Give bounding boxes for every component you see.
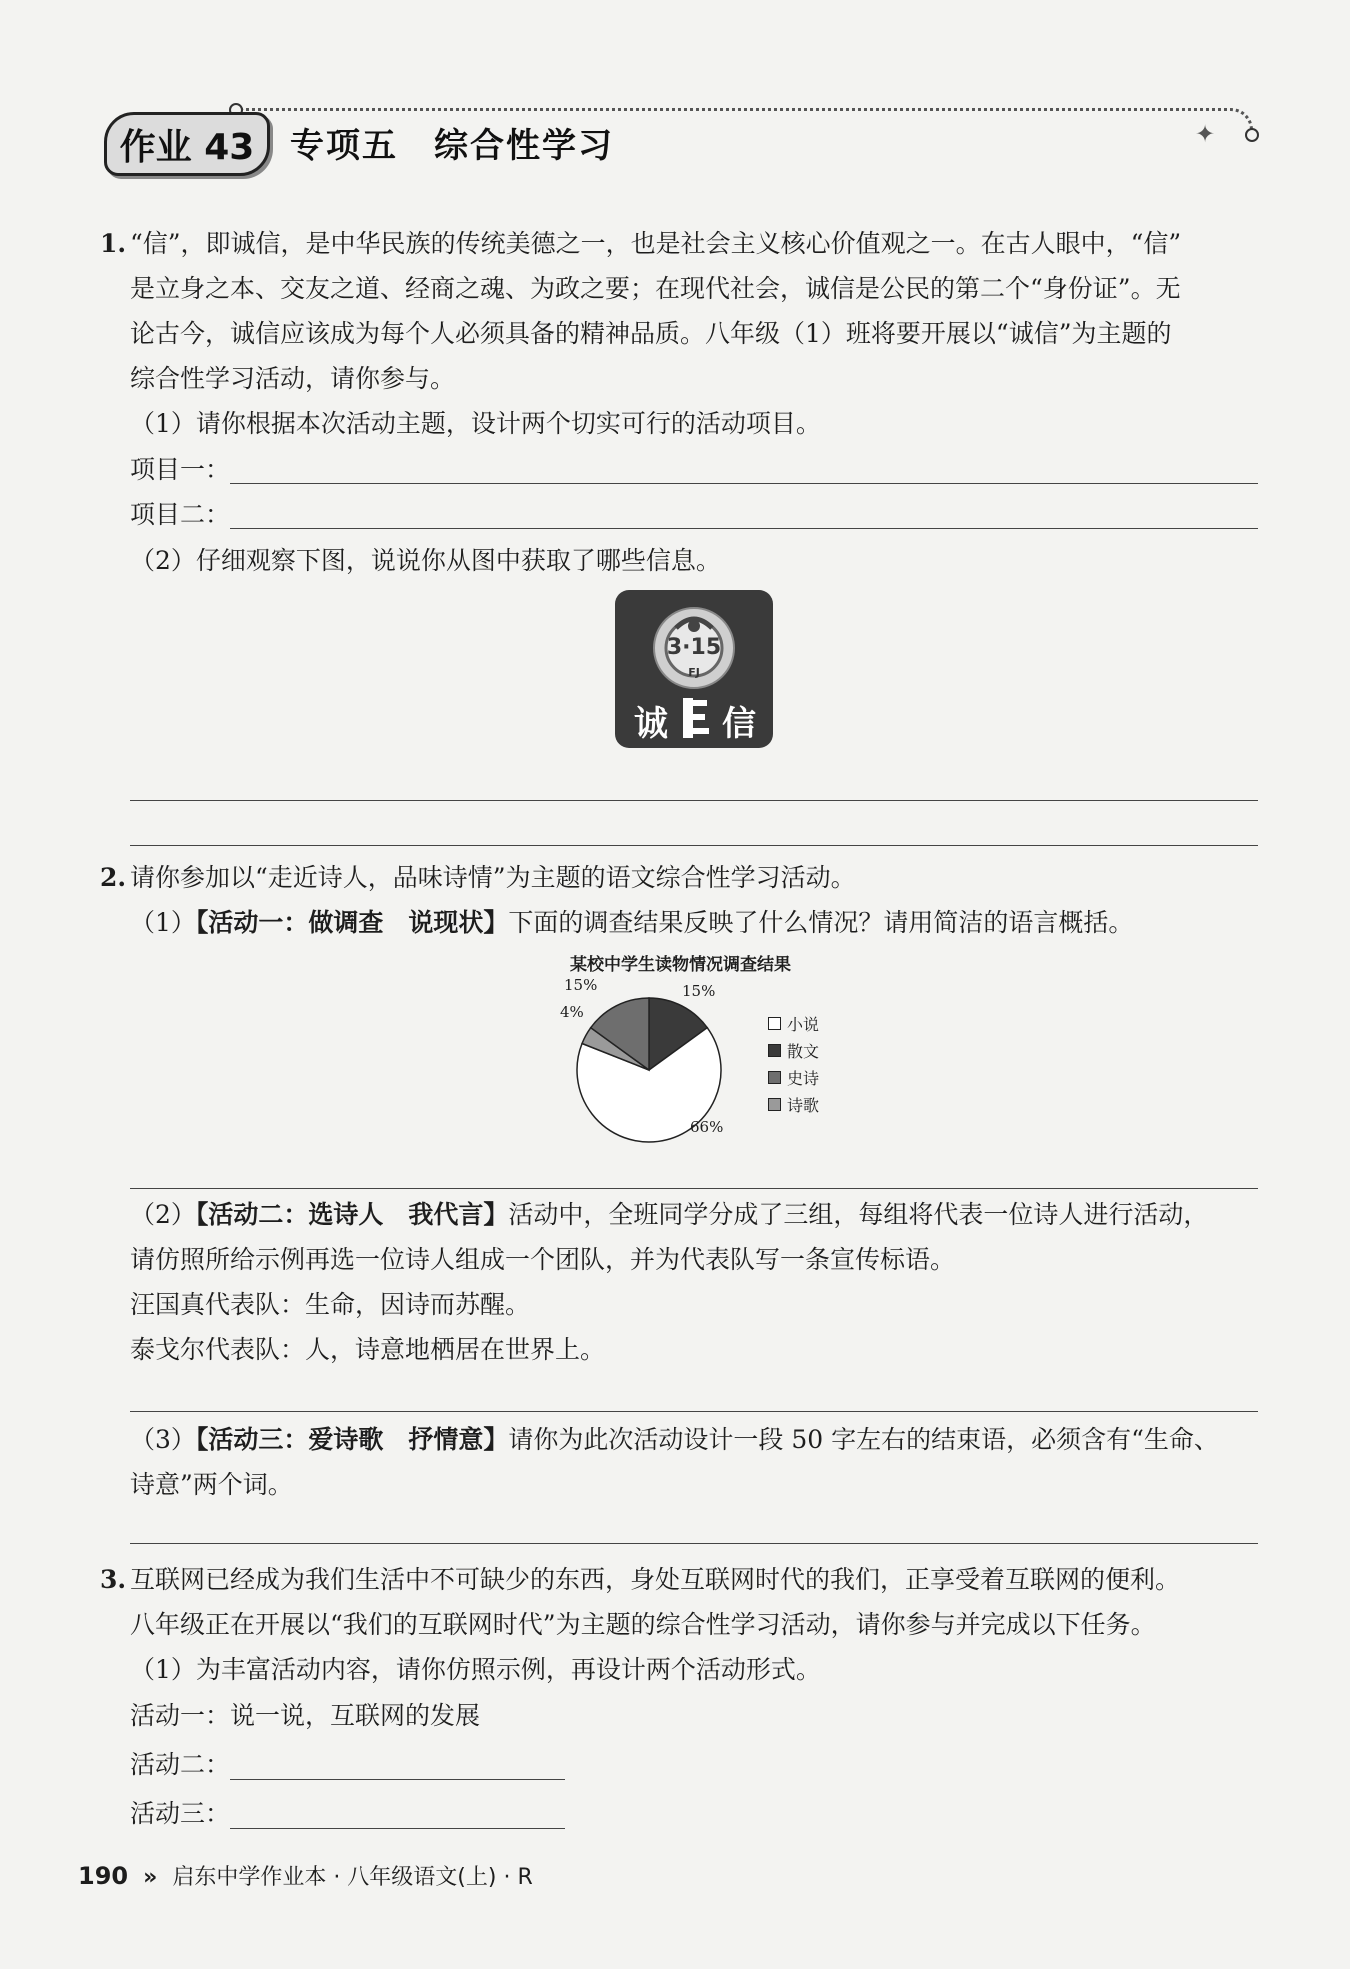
q2-example-2: 泰戈尔代表队：人，诗意地栖居在世界上。	[130, 1335, 606, 1364]
logo-315-text: 3·15	[666, 635, 722, 660]
pie-label-shijshi: 15%	[564, 976, 598, 994]
q3-activity-3-label: 活动三：	[130, 1799, 231, 1828]
pie-label-xiaoshuo: 66%	[690, 1118, 724, 1136]
q1-item2-answer-line[interactable]	[230, 528, 1258, 529]
q1-item1-answer-line[interactable]	[230, 483, 1258, 484]
q2-sub2-heading: 【活动二：选诗人 我代言】	[195, 1200, 509, 1229]
legend-label: 史诗	[787, 1069, 820, 1088]
q1-item1-label: 项目一：	[130, 455, 231, 484]
q3-activity-2-answer-line[interactable]	[230, 1779, 565, 1780]
q2-sub2-text: 活动中，全班同学分成了三组，每组将代表一位诗人进行活动，	[508, 1200, 1209, 1229]
homework-badge: 作业 43	[104, 112, 270, 176]
legend-swatch	[768, 1044, 781, 1057]
pie-label-sanwen: 15%	[682, 982, 716, 1000]
footer-book-title: 启东中学作业本 · 八年级语文(上) · R	[172, 1865, 533, 1890]
q1-answer-line-2[interactable]	[130, 845, 1258, 846]
header-ring-right	[1245, 128, 1259, 142]
chart-title: 某校中学生读物情况调查结果	[570, 955, 791, 975]
q2-example-1: 汪国真代表队：生命，因诗而苏醒。	[130, 1290, 531, 1319]
q2-sub3-text: 请你为此次活动设计一段 50 字左右的结束语，必须含有“生命、	[508, 1425, 1219, 1454]
legend-item-shige	[768, 1093, 819, 1116]
q1-answer-line-1[interactable]	[130, 800, 1258, 801]
integrity-logo-graphic	[615, 590, 773, 748]
sparkle-icon: ✦	[1195, 120, 1216, 148]
q3-activity-2-label: 活动二：	[130, 1750, 231, 1779]
q1-item2-label: 项目二：	[130, 500, 231, 529]
q2-sub3-prefix: （3）	[130, 1425, 196, 1454]
q2-sub1-text: 下面的调查结果反映了什么情况？请用简洁的语言概括。	[508, 908, 1134, 937]
q1-number: 1.	[100, 229, 127, 258]
logo-fj-text: FJ	[688, 666, 700, 679]
legend-swatch	[768, 1098, 781, 1111]
page-title: 专项五 综合性学习	[290, 126, 614, 166]
page-number: 190	[78, 1862, 129, 1890]
q1-line-4: 综合性学习活动，请你参与。	[130, 364, 456, 393]
legend-item-sanwen	[768, 1039, 819, 1062]
q2-sub2-prefix: （2）	[130, 1200, 196, 1229]
legend-item-shishi	[768, 1066, 819, 1089]
q2-intro: 请你参加以“走近诗人，品味诗情”为主题的语文综合性学习活动。	[130, 863, 856, 892]
pie-label-shige: 4%	[560, 1003, 584, 1021]
q2-sub3-line-1	[130, 1425, 1219, 1455]
q1-line-3: 论古今，诚信应该成为每个人必须具备的精神品质。八年级（1）班将要开展以“诚信”为主题的	[130, 319, 1172, 348]
q2-sub1	[130, 908, 1133, 938]
q2-number: 2.	[100, 863, 127, 892]
q2-sub1-heading: 【活动一：做调查 说现状】	[195, 908, 509, 937]
q1-line-1: “信”，即诚信，是中华民族的传统美德之一，也是社会主义核心价值观之一。在古人眼中，“信”	[130, 229, 1182, 258]
q2-sub2-answer-line[interactable]	[130, 1411, 1258, 1412]
q2-sub3-heading: 【活动三：爱诗歌 抒情意】	[195, 1425, 509, 1454]
q3-sub1: （1）为丰富活动内容，请你仿照示例，再设计两个活动形式。	[130, 1655, 821, 1684]
q1-sub2: （2）仔细观察下图，说说你从图中获取了哪些信息。	[130, 546, 721, 575]
q2-sub3-line-2: 诗意”两个词。	[130, 1470, 293, 1499]
q2-sub3-answer-line[interactable]	[130, 1543, 1258, 1544]
page-footer	[78, 1860, 533, 1891]
q3-line-2: 八年级正在开展以“我们的互联网时代”为主题的综合性学习活动，请你参与并完成以下任务。	[130, 1610, 1156, 1639]
chevron-right-icon: »	[143, 1865, 158, 1890]
legend-label: 散文	[787, 1042, 820, 1061]
q3-number: 3.	[100, 1565, 127, 1594]
q1-line-2: 是立身之本、交友之道、经商之魂、为政之要；在现代社会，诚信是公民的第二个“身份证”。无	[130, 274, 1181, 303]
integrity-315-logo	[615, 590, 773, 748]
logo-word-left: 诚	[634, 704, 668, 744]
q1-sub1: （1）请你根据本次活动主题，设计两个切实可行的活动项目。	[130, 409, 821, 438]
q2-sub2-line-2: 请仿照所给示例再选一位诗人组成一个团队，并为代表队写一条宣传标语。	[130, 1245, 956, 1274]
legend-swatch	[768, 1017, 781, 1030]
logo-word-right: 信	[722, 704, 756, 744]
legend-label: 诗歌	[787, 1096, 820, 1115]
q3-activity-1: 活动一：说一说，互联网的发展	[130, 1701, 481, 1730]
legend-label: 小说	[787, 1015, 820, 1034]
q3-activity-3-answer-line[interactable]	[230, 1828, 565, 1829]
q2-sub1-answer-line[interactable]	[130, 1188, 1258, 1189]
legend-item-xiaoshuo	[768, 1012, 819, 1035]
q2-sub2-line-1	[130, 1200, 1208, 1230]
legend-swatch	[768, 1071, 781, 1084]
q3-line-1: 互联网已经成为我们生活中不可缺少的东西，身处互联网时代的我们，正享受着互联网的便利。	[130, 1565, 1181, 1594]
q2-sub1-prefix: （1）	[130, 908, 196, 937]
